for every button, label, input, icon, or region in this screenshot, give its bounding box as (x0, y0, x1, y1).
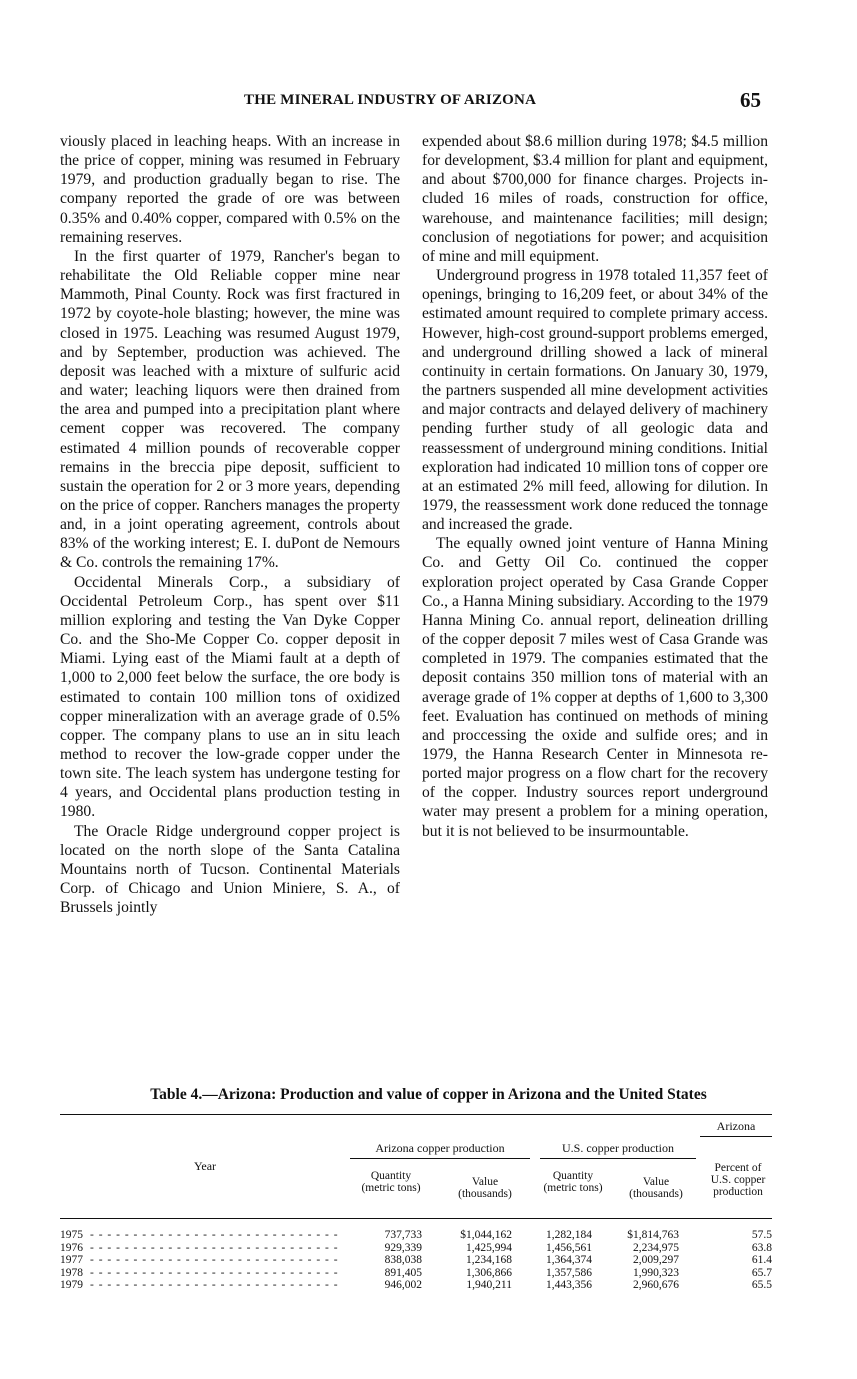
table-title: Table 4.—Arizona: Production and value of copper in Arizona and the United States (150, 1086, 707, 1103)
leader-dots: - - - - - - - - - - - - - - - - - - - - - - - - - - - - - (90, 1254, 339, 1266)
az-quantity-cell: 737,733 (384, 1229, 422, 1241)
leader-dots: - - - - - - - - - - - - - - - - - - - - - - - - - - - - - (90, 1279, 339, 1291)
year-cell: 1978 (60, 1266, 83, 1279)
az-quantity-header: Quantity (metric tons) (361, 1170, 421, 1194)
leader-dots: - - - - - - - - - - - - - - - - - - - - - - - - - - - - - (90, 1241, 339, 1254)
az-value-cell: 1,306,866 (466, 1266, 512, 1279)
az-value-header: Value (thousands) (458, 1176, 512, 1200)
paragraph: viously placed in leaching heaps. With an increase in the price of copper, mining was resumed in February 1979, and production gradually began to rise. The company reported the grade of ore was between 0.35% and 0.40% copper, compared with 0.5% on the remaining reserves. (60, 133, 400, 246)
us-value-cell: 1,990,323 (633, 1266, 679, 1279)
percent-cell: 65.5 (751, 1279, 772, 1291)
year-cell: 1977 (60, 1254, 83, 1266)
az-quantity-cell: 929,339 (384, 1241, 422, 1254)
table-row (60, 1267, 772, 1280)
us-quantity-header: Quantity (metric tons) (543, 1170, 603, 1194)
copper-production-table (60, 1114, 772, 1304)
page-header (0, 88, 857, 114)
us-quantity-cell: 1,456,561 (546, 1241, 592, 1254)
percent-cell: 65.7 (751, 1266, 772, 1279)
percent-header: Percent of U.S. copper production (710, 1162, 766, 1198)
header-bottom-rule (60, 1218, 772, 1219)
table-row (60, 1279, 772, 1292)
percent-cell: 63.8 (751, 1241, 772, 1254)
paragraph: The Oracle Ridge underground copper project is located on the north slope of the Santa Catalina Mountains north of Tucson. Continental Materials Corp. of Chicago and Union Miniere, S. A., of Brussels jointly (60, 822, 400, 917)
us-value-cell: $1,814,763 (627, 1229, 679, 1241)
us-production-header: U.S. copper production (562, 1141, 674, 1155)
us-quantity-cell: 1,282,184 (546, 1229, 592, 1241)
az-value-cell: 1,940,211 (466, 1279, 512, 1291)
az-quantity-cell: 891,405 (384, 1266, 422, 1279)
leader-dots: - - - - - - - - - - - - - - - - - - - - - - - - - - - - - (90, 1266, 339, 1279)
arizona-group-rule (700, 1136, 772, 1137)
az-quantity-cell: 946,002 (384, 1279, 422, 1291)
us-value-header: Value (thousands) (629, 1176, 683, 1200)
table-row (60, 1242, 772, 1255)
year-cell: 1976 (60, 1241, 83, 1254)
year-header: Year (193, 1159, 217, 1173)
year-cell: 1975 (60, 1229, 83, 1241)
az-value-cell: 1,234,168 (466, 1254, 512, 1266)
running-title: THE MINERAL INDUSTRY OF ARIZONA (244, 92, 537, 108)
us-value-cell: 2,960,676 (633, 1279, 679, 1291)
us-quantity-cell: 1,364,374 (546, 1254, 592, 1266)
year-cell: 1979 (60, 1279, 83, 1291)
us-quantity-cell: 1,357,586 (546, 1266, 592, 1279)
right-column (422, 132, 768, 841)
percent-cell: 61.4 (751, 1254, 772, 1266)
left-column (60, 132, 400, 917)
percent-cell: 57.5 (751, 1229, 772, 1241)
us-value-cell: 2,234,975 (633, 1241, 679, 1254)
paragraph: Occidental Minerals Corp., a subsidiary of Occidental Petroleum Corp., has spent over $11 million exploring and testing the Van Dyke Copper Co. and the Sho-Me Copper Co. copper deposit in Miami. Lying east of the Miami fault at a depth of 1,000 to 2,000 feet below the surface, the ore body is estimated to contain 100 million tons of oxidized copper mineralization with an average grade of 0.5% copper. The company plans to use an in situ leach method to recover the low-grade copper under the town site. The leach system has undergone testing for 4 years, and Occidental plans production testing in 1980. (60, 573, 400, 821)
page-number: 65 (740, 88, 761, 112)
us-quantity-cell: 1,443,356 (546, 1279, 592, 1291)
az-quantity-cell: 838,038 (384, 1254, 422, 1266)
table-top-rule (60, 1114, 772, 1115)
paragraph: In the first quarter of 1979, Rancher's began to rehabilitate the Old Reliable copper mine near Mammoth, Pinal County. Rock was first fractured in 1972 by coyote-hole blasting; however, the mine was closed in 1975. Leaching was resumed August 1979, and by September, production was achieved. The deposit was leached with a mixture of sulfuric acid and water; leaching liquors were then drained from the area and pumped into a precipitation plant where cement copper was recovered. The company estimated 4 million pounds of recoverable copper remains in the breccia pipe deposit, sufficient to sustain the operation for 2 or 3 more years, depending on the price of copper. Ranchers manages the property and, in a joint operating agreement, controls about 83% of the working interest; E. I. duPont de Nemours & Co. controls the remaining 17%. (60, 247, 400, 572)
paragraph: The equally owned joint venture of Hanna Mining Co. and Getty Oil Co. continued the copper exploration project operated by Casa Grande Copper Co., a Hanna Mining subsidiary. According to the 1979 Hanna Mining Co. annual report, delineation drilling of the copper deposit 7 miles west of Casa Grande was completed in 1979. The companies estimated that the deposit contains 350 million tons of material with an average grade of 1% copper at depths of 1,600 to 3,300 feet. Evaluation has continued on methods of mining and proccessing the oxide and sulfide ores; and in 1979, the Hanna Research Center in Minnesota reported major progress on a flow chart for the recovery of the copper. Industry sources report underground water may present a problem for a mining operation, but it is not believed to be insurmountable. (422, 535, 768, 840)
us-production-rule (540, 1158, 696, 1159)
az-value-cell: 1,425,994 (466, 1241, 512, 1254)
arizona-production-rule (350, 1158, 530, 1159)
arizona-production-header: Arizona copper production (375, 1141, 505, 1155)
arizona-group-header: Arizona (716, 1119, 756, 1133)
us-value-cell: 2,009,297 (633, 1254, 679, 1266)
leader-dots: - - - - - - - - - - - - - - - - - - - - - - - - - - - - - (90, 1229, 339, 1241)
table-row (60, 1254, 772, 1267)
paragraph: Underground progress in 1978 totaled 11,357 feet of openings, bringing to 16,209 feet, or about 34% of the estimated amount required to complete primary access. However, high-cost ground-support problems emerged, and underground drilling showed a lack of mineral continuity in certain formations. On January 30, 1979, the partners suspended all mine development activities and major contracts and delayed delivery of machinery pending further study of all geologic data and reassessment of underground mining conditions. Initial exploration had indicated 10 million tons of copper ore at an estimated 2% mill feed, allowing for dilution. In 1979, the reassessment work done reduced the tonnage and increased the grade. (422, 267, 768, 534)
table-row (60, 1229, 772, 1242)
paragraph: expended about $8.6 million during 1978; $4.5 million for development, $3.4 million for plant and equipment, and about $700,000 for finance charges. Projects included 16 miles of roads, construction for office, warehouse, and maintenance facilities; mill design; conclusion of negotiations for power; and acquisition of mine and mill equipment. (422, 133, 768, 265)
az-value-cell: $1,044,162 (460, 1229, 512, 1241)
